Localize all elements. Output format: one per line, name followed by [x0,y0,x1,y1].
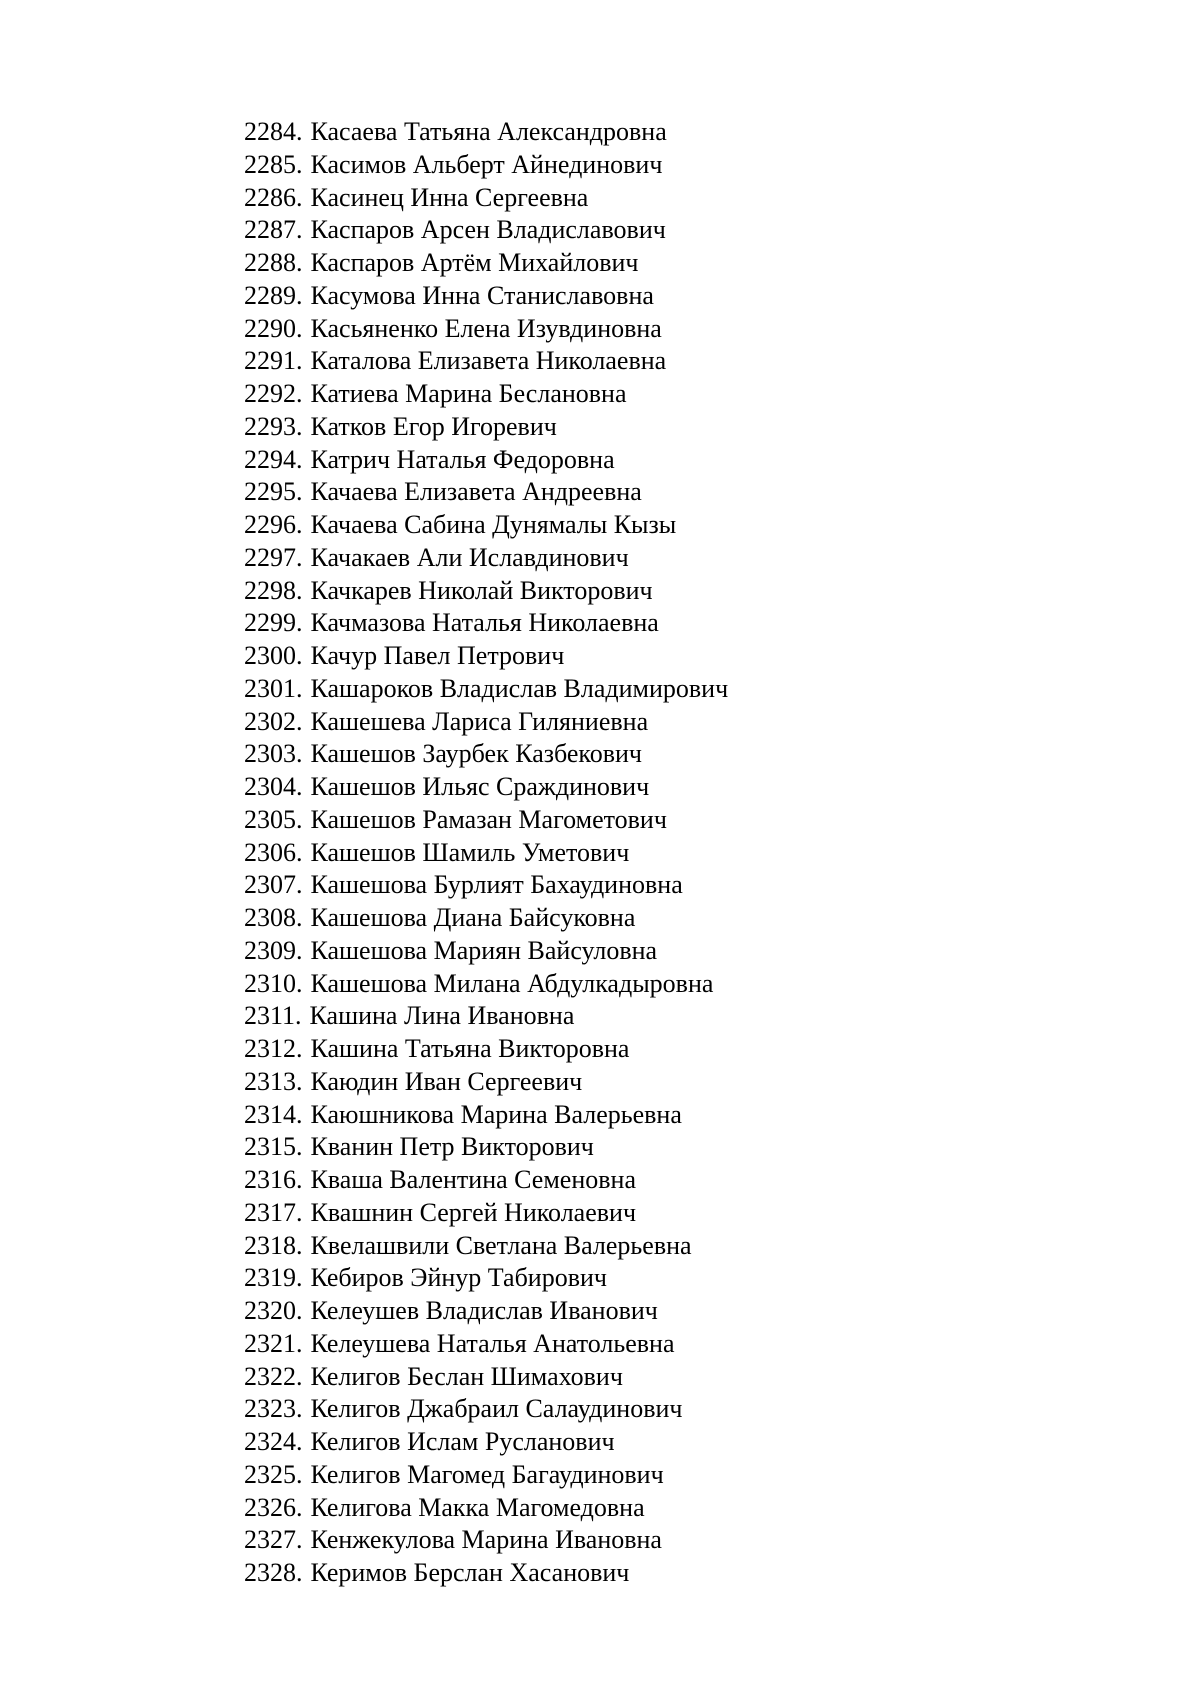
list-item [244,214,728,247]
list-item [244,247,728,280]
entry-name: Качкарев Николай Викторович [310,575,653,605]
entry-name: Каюшникова Марина Валерьевна [310,1099,682,1129]
entry-name: Кашешов Рамазан Магометович [310,804,667,834]
entry-number: 2295. [244,477,303,507]
list-item [244,1557,728,1590]
entry-name: Каюдин Иван Сергеевич [310,1066,583,1096]
entry-name: Кашешева Лариса Гиляниевна [310,706,649,736]
list-item [244,673,728,706]
entry-name: Келигов Беслан Шимахович [310,1361,623,1391]
list-item [244,1492,728,1525]
entry-number: 2327. [244,1525,303,1555]
list-item [244,444,728,477]
entry-name: Кашина Лина Ивановна [309,1001,575,1031]
entry-number: 2285. [244,149,303,179]
list-item [244,313,728,346]
list-item [244,345,728,378]
list-item [244,1197,728,1230]
list-item [244,1164,728,1197]
list-item [244,476,728,509]
entry-number: 2324. [244,1427,303,1456]
entry-name: Каспаров Артём Михайлович [310,248,639,277]
entry-number: 2307. [244,870,303,900]
list-item [244,968,728,1001]
entry-name: Кашешова Диана Байсуковна [310,903,636,932]
entry-number: 2306. [244,837,303,867]
entry-name: Келеушев Владислав Иванович [310,1296,658,1325]
entry-name: Качур Павел Петрович [310,641,565,670]
list-item [244,1033,728,1066]
entry-number: 2301. [244,673,303,703]
list-item [244,411,728,444]
entry-name: Каспаров Арсен Владиславович [310,215,666,245]
list-item [244,771,728,804]
list-item [244,935,728,968]
entry-name: Катков Егор Игоревич [310,411,557,441]
entry-name: Кванин Петр Викторович [310,1132,594,1162]
entry-name: Келигов Магомед Багаудинович [310,1459,664,1489]
entry-name: Келигова Макка Магомедовна [310,1492,645,1522]
list-item [244,804,728,837]
entry-name: Качакаев Али Иславдинович [310,542,629,572]
list-item [244,1524,728,1557]
entry-name: Кашешова Мариян Вайсуловна [310,935,658,965]
list-item [244,182,728,215]
entry-name: Касьяненко Елена Изувдиновна [310,313,662,343]
entry-name: Кашешова Бурлият Бахаудиновна [310,870,683,900]
list-item [244,1262,728,1295]
entry-number: 2313. [244,1066,303,1096]
list-item [244,837,728,870]
entry-name: Квашнин Сергей Николаевич [310,1197,637,1227]
list-item [244,1393,728,1426]
entry-number: 2300. [244,641,303,670]
list-item [244,869,728,902]
entry-number: 2304. [244,772,303,801]
entry-name: Кенжекулова Марина Ивановна [310,1525,662,1555]
entry-number: 2316. [244,1165,303,1194]
entry-number: 2288. [244,248,303,277]
entry-number: 2326. [244,1492,303,1522]
entry-number: 2315. [244,1132,303,1162]
list-item [244,378,728,411]
entry-number: 2328. [244,1558,303,1587]
entry-number: 2317. [244,1197,303,1227]
list-item [244,1066,728,1099]
entry-name: Катиева Марина Беслановна [310,379,627,408]
list-item [244,1230,728,1263]
entry-name: Келигов Ислам Русланович [310,1427,615,1456]
entry-number: 2325. [244,1459,303,1489]
entry-number: 2302. [244,706,303,736]
entry-name: Квелашвили Светлана Валерьевна [310,1230,692,1260]
entry-number: 2284. [244,117,303,146]
list-item [244,542,728,575]
entry-name: Кашешова Милана Абдулкадыровна [310,968,714,998]
entry-number: 2309. [244,935,303,965]
entry-number: 2319. [244,1263,303,1293]
list-item [244,1295,728,1328]
list-item [244,902,728,935]
list-item [244,1361,728,1394]
entry-number: 2293. [244,411,303,441]
entry-name: Качаева Елизавета Андреевна [310,477,642,507]
entry-name: Келеушева Наталья Анатольевна [310,1328,675,1358]
entry-number: 2303. [244,739,303,769]
entry-number: 2310. [244,968,303,998]
entry-number: 2291. [244,346,303,376]
entry-number: 2311. [244,1001,302,1031]
list-item [244,738,728,771]
list-item [244,1099,728,1132]
list-item [244,575,728,608]
entry-number: 2299. [244,608,303,638]
list-item [244,280,728,313]
entry-number: 2321. [244,1328,303,1358]
entry-name: Кашешов Ильяс Сраждинович [310,772,650,801]
entry-number: 2294. [244,444,303,474]
entry-name: Касимов Альберт Айнединович [310,149,663,179]
entry-number: 2296. [244,510,303,539]
list-item [244,607,728,640]
list-item [244,706,728,739]
entry-number: 2290. [244,313,303,343]
list-item [244,1459,728,1492]
entry-name: Керимов Берслан Хасанович [310,1558,630,1587]
entry-number: 2292. [244,379,303,408]
name-list [244,116,728,1590]
entry-name: Кашешов Шамиль Уметович [310,837,630,867]
list-item [244,1426,728,1459]
list-item [244,116,728,149]
entry-number: 2305. [244,804,303,834]
entry-number: 2322. [244,1361,303,1391]
list-item [244,509,728,542]
entry-number: 2314. [244,1099,303,1129]
entry-number: 2312. [244,1034,303,1063]
entry-name: Кебиров Эйнур Табирович [310,1263,607,1293]
entry-number: 2298. [244,575,303,605]
entry-number: 2323. [244,1394,303,1424]
entry-number: 2320. [244,1296,303,1325]
entry-name: Кваша Валентина Семеновна [310,1165,636,1194]
entry-name: Касинец Инна Сергеевна [310,182,589,212]
list-item [244,1131,728,1164]
entry-name: Качмазова Наталья Николаевна [310,608,659,638]
entry-name: Кашина Татьяна Викторовна [310,1034,630,1063]
list-item [244,1000,728,1033]
entry-name: Катрич Наталья Федоровна [310,444,615,474]
entry-name: Касаева Татьяна Александровна [310,117,667,146]
entry-number: 2286. [244,182,303,212]
entry-number: 2287. [244,215,303,245]
list-item [244,149,728,182]
entry-name: Келигов Джабраил Салаудинович [310,1394,683,1424]
entry-number: 2289. [244,280,303,310]
entry-number: 2297. [244,542,303,572]
entry-name: Качаева Сабина Дунямалы Кызы [310,510,677,539]
entry-number: 2318. [244,1230,303,1260]
list-item [244,640,728,673]
entry-name: Каталова Елизавета Николаевна [310,346,667,376]
list-item [244,1328,728,1361]
entry-name: Кашароков Владислав Владимирович [310,673,729,703]
entry-name: Кашешов Заурбек Казбекович [310,739,643,769]
entry-number: 2308. [244,903,303,932]
entry-name: Касумова Инна Станиславовна [310,280,654,310]
